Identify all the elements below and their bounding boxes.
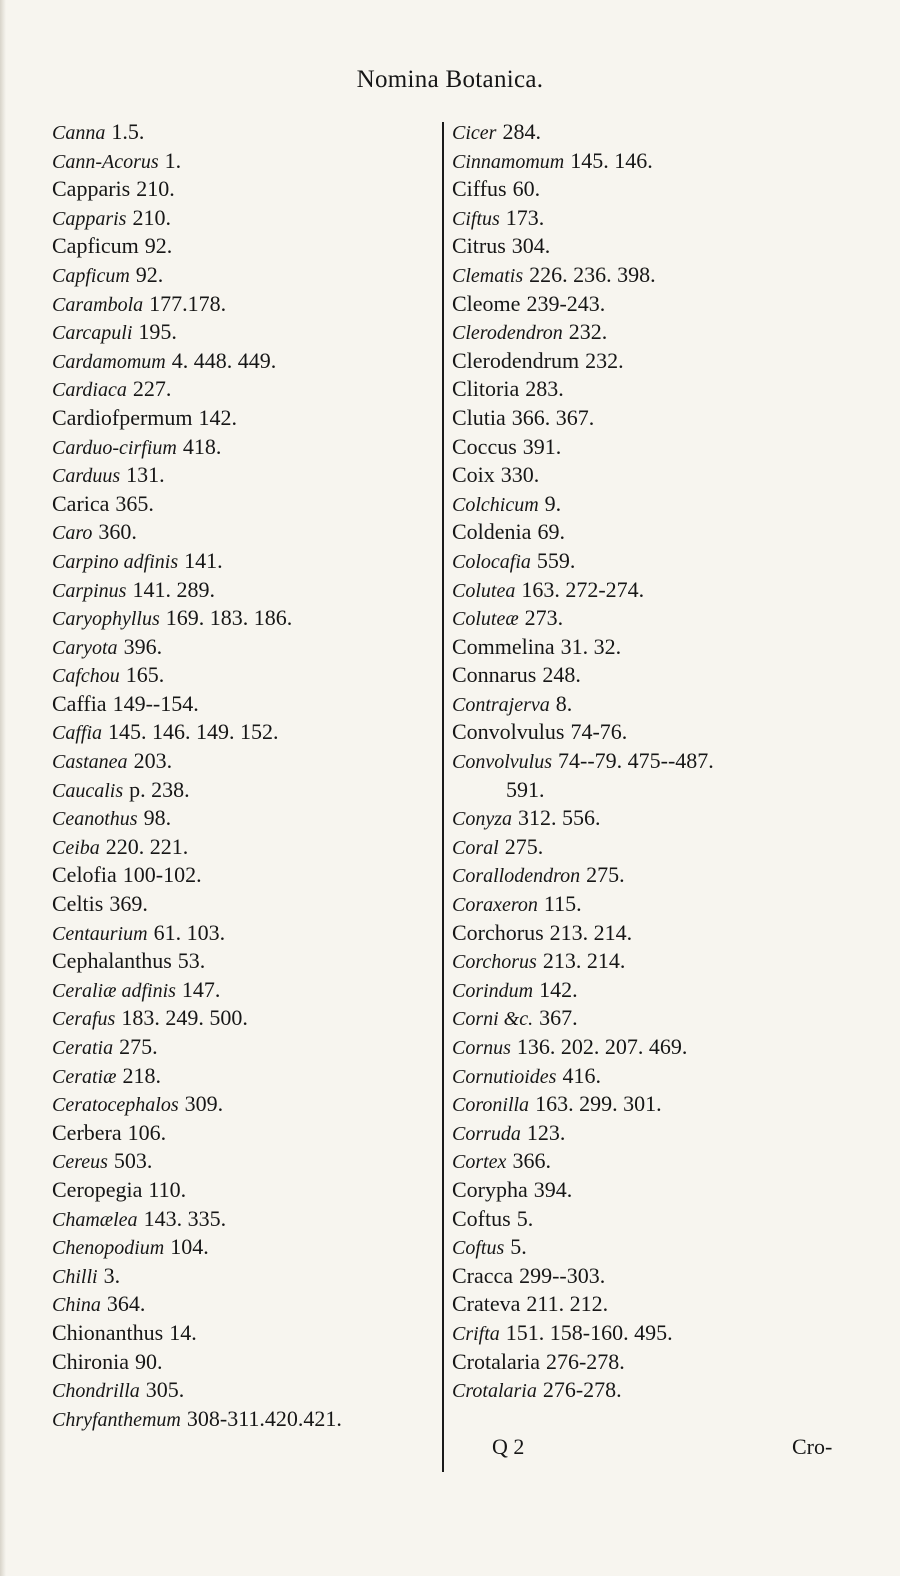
entry-name: Cicer: [452, 122, 497, 144]
entry-name: Cleome: [452, 290, 521, 316]
index-entry: [452, 833, 852, 862]
entry-name: China: [52, 1294, 101, 1317]
entry-pages: 90.: [135, 1348, 163, 1374]
index-entry: [452, 804, 852, 833]
entry-pages: 31. 32.: [560, 633, 622, 659]
index-entry: [452, 375, 852, 404]
entry-name: Carica: [52, 490, 110, 516]
index-entry: [452, 690, 852, 719]
index-entry: [52, 919, 444, 948]
entry-pages: 4. 448. 449.: [171, 347, 277, 373]
entry-name: Cerafus: [52, 1008, 116, 1031]
index-entry: [452, 147, 852, 176]
entry-pages: 141.: [184, 547, 223, 573]
entry-name: Chionanthus: [52, 1319, 164, 1345]
index-entry: [452, 290, 852, 319]
index-entry: [452, 1319, 852, 1348]
entry-pages: 396.: [123, 633, 163, 659]
index-entry: [452, 718, 852, 747]
index-entry: [452, 604, 852, 633]
index-entry: [452, 633, 852, 662]
index-entry: [52, 1205, 444, 1234]
index-entry: [452, 118, 852, 147]
index-entry: [52, 1290, 444, 1319]
index-entry: [52, 261, 444, 290]
entry-name: Corruda: [452, 1122, 521, 1145]
index-entry: [52, 861, 444, 890]
entry-pages: 3.: [103, 1262, 121, 1288]
entry-name: Crifta: [452, 1322, 500, 1345]
index-entry: [452, 1119, 852, 1148]
entry-name: Colocafia: [452, 550, 531, 573]
entry-pages: 299--303.: [519, 1262, 606, 1288]
index-entry: [52, 1090, 444, 1119]
entry-pages: 183. 249. 500.: [121, 1005, 248, 1031]
entry-name: Coccus: [452, 433, 517, 459]
entry-name: Commelina: [452, 633, 555, 659]
entry-pages: 275.: [504, 833, 544, 859]
entry-name: Capparis: [52, 207, 127, 230]
entry-pages: 232.: [568, 319, 608, 345]
entry-pages: 177.178.: [149, 290, 227, 316]
entry-name: Clutia: [452, 404, 506, 430]
entry-pages: 165.: [125, 662, 165, 688]
entry-name: Caryota: [52, 636, 118, 659]
entry-name: Carpino adfinis: [52, 550, 179, 573]
entry-name: Cornus: [452, 1037, 511, 1059]
entry-pages: 53.: [177, 948, 206, 974]
entry-pages: 283.: [525, 376, 564, 402]
entry-name: Coral: [452, 836, 499, 859]
index-entry: [52, 404, 444, 433]
entry-pages: 284.: [502, 119, 541, 144]
entry-pages: 69.: [537, 519, 565, 545]
entry-pages: 210.: [136, 176, 175, 202]
entry-name: Colutea: [452, 579, 516, 602]
page-edge-shadow: [0, 0, 6, 1576]
index-entry: [452, 518, 852, 547]
entry-pages: 145. 146. 149. 152.: [108, 719, 279, 745]
entry-pages: 145. 146.: [570, 147, 653, 173]
entry-pages: 173.: [505, 204, 545, 230]
index-entry: [52, 1405, 444, 1434]
entry-name: Ceanothus: [52, 808, 138, 831]
entry-pages: 369.: [109, 891, 148, 917]
index-entry: [452, 1147, 852, 1176]
entry-name: Citrus: [452, 233, 506, 259]
entry-name: Centaurium: [52, 922, 148, 945]
index-entry: [452, 1290, 852, 1319]
entry-name: Carambola: [52, 293, 144, 316]
index-entry: [52, 633, 444, 662]
entry-name: Carcapuli: [52, 322, 133, 345]
index-entry: [452, 404, 852, 433]
entry-pages: 275.: [119, 1034, 158, 1059]
entry-name: Cephalanthus: [52, 948, 172, 974]
index-entry: [452, 1062, 852, 1091]
entry-name: Ciftus: [452, 207, 500, 230]
index-entry: [52, 118, 444, 147]
entry-pages: 5.: [516, 1205, 534, 1231]
entry-pages: p. 238.: [129, 776, 190, 802]
entry-name: Clerodendron: [452, 322, 563, 345]
entry-name: Castanea: [52, 751, 128, 774]
entry-pages: 9.: [544, 490, 562, 516]
index-entry: [452, 175, 852, 204]
index-entry: [452, 576, 852, 605]
index-entry: [52, 976, 444, 1005]
index-entry: [52, 1319, 444, 1348]
index-entry: [52, 204, 444, 233]
entry-name: Crotalaria: [452, 1348, 540, 1374]
entry-name: Ceropegia: [52, 1176, 143, 1202]
entry-name: Chilli: [52, 1265, 98, 1288]
index-entry: [52, 1262, 444, 1291]
index-entry: [452, 1233, 852, 1262]
page-title: Nomina Botanica.: [356, 66, 544, 93]
index-column-right: [452, 118, 852, 1405]
entry-pages: 312. 556.: [518, 805, 601, 831]
entry-pages: 92.: [144, 233, 173, 259]
entry-name: Coraxeron: [452, 894, 538, 917]
index-entry: [52, 661, 444, 690]
index-entry: [52, 747, 444, 776]
entry-pages: 366. 367.: [511, 404, 595, 430]
entry-name: Caucalis: [52, 779, 124, 802]
entry-name: Cafchou: [52, 665, 120, 688]
index-entry: [52, 547, 444, 576]
entry-name: Carduus: [52, 465, 121, 488]
entry-name: Carpinus: [52, 579, 127, 602]
entry-name: Chenopodium: [52, 1237, 165, 1260]
entry-name: Carduo-cirfium: [52, 436, 177, 459]
entry-pages: 115.: [543, 891, 582, 917]
entry-pages: 142.: [539, 976, 578, 1002]
entry-name: Corallodendron: [452, 865, 581, 888]
entry-pages: 110.: [148, 1176, 187, 1202]
index-entry: [452, 490, 852, 519]
entry-pages: 74-76.: [570, 719, 628, 745]
entry-name: Caryophyllus: [52, 608, 160, 631]
entry-name: Ceratia: [52, 1037, 114, 1059]
index-entry: [452, 1205, 852, 1234]
entry-name: Coix: [452, 462, 495, 488]
index-entry: [452, 919, 852, 948]
entry-name: Capficum: [52, 264, 130, 287]
entry-pages: 141. 289.: [132, 576, 215, 602]
entry-name: Cereus: [52, 1151, 108, 1174]
entry-pages: 210.: [132, 204, 171, 230]
entry-pages: 61. 103.: [153, 919, 226, 945]
entry-pages: 169. 183. 186.: [165, 605, 293, 631]
entry-name: Cann-Acorus: [52, 150, 159, 173]
entry-name: Celtis: [52, 891, 104, 917]
entry-name: Cortex: [452, 1151, 507, 1174]
index-entry: [52, 290, 444, 319]
entry-name: Clitoria: [452, 376, 520, 402]
index-entry: [52, 461, 444, 490]
entry-pages: 203.: [133, 748, 173, 774]
entry-pages: 220. 221.: [105, 833, 189, 859]
index-entry: [52, 1062, 444, 1091]
entry-name: Coluteæ: [452, 608, 519, 631]
index-entry: [52, 804, 444, 833]
entry-pages: 394.: [533, 1176, 573, 1202]
entry-name: Chryfanthemum: [52, 1408, 181, 1431]
entry-pages: 14.: [169, 1319, 197, 1345]
entry-pages: 559.: [536, 547, 576, 573]
entry-name: Chironia: [52, 1348, 129, 1374]
index-entry: [52, 576, 444, 605]
signature-mark: Q 2: [492, 1434, 525, 1459]
entry-name: Chondrilla: [52, 1380, 140, 1403]
entry-name: Crotalaria: [452, 1380, 537, 1403]
entry-pages: 330.: [500, 462, 540, 488]
entry-pages: 309.: [184, 1091, 224, 1117]
entry-pages: 60.: [512, 176, 541, 202]
entry-pages: 227.: [132, 376, 172, 402]
entry-name: Caro: [52, 522, 93, 545]
entry-pages: 213. 214.: [542, 948, 626, 974]
index-entry: [52, 1233, 444, 1262]
index-entry: [52, 375, 444, 404]
entry-pages: 1.5.: [111, 119, 145, 144]
entry-pages: 92.: [135, 261, 164, 287]
entry-pages: 305.: [145, 1377, 185, 1403]
entry-pages: 275.: [586, 862, 625, 888]
entry-pages: 8.: [555, 690, 573, 716]
entry-name: Coftus: [452, 1237, 505, 1260]
entry-name: Corchorus: [452, 951, 537, 974]
index-entry: [452, 232, 852, 261]
entry-name: Colchicum: [452, 493, 539, 516]
index-entry: [52, 776, 444, 805]
entry-pages: 239-243.: [526, 290, 606, 316]
entry-pages: 503.: [113, 1148, 153, 1174]
index-entry: [452, 433, 852, 462]
entry-pages: 149--154.: [112, 690, 199, 716]
entry-pages: 364.: [106, 1291, 146, 1317]
entry-name: Celofia: [52, 862, 117, 888]
index-entry: [452, 890, 852, 919]
entry-pages: 104.: [170, 1234, 209, 1260]
catchword: Cro-: [792, 1434, 833, 1459]
index-entry: [452, 661, 852, 690]
entry-name: Corypha: [452, 1176, 528, 1202]
entry-pages: 248.: [542, 662, 581, 688]
entry-name: Conyza: [452, 808, 512, 831]
entry-name: Cracca: [452, 1262, 514, 1288]
index-entry: [452, 1262, 852, 1291]
entry-pages: 591.: [506, 776, 545, 802]
index-entry: [452, 1376, 852, 1405]
index-entry: [52, 490, 444, 519]
entry-pages: 131.: [126, 462, 165, 488]
entry-name: Cinnamomum: [452, 150, 565, 173]
entry-name: Cardiofpermum: [52, 404, 193, 430]
entry-pages: 74--79. 475--487.: [558, 748, 714, 774]
entry-pages: 106.: [127, 1119, 167, 1145]
entry-pages: 163. 272-274.: [521, 576, 645, 602]
index-entry: [52, 433, 444, 462]
entry-name: Cardamomum: [52, 350, 166, 373]
entry-name: Coftus: [452, 1205, 511, 1231]
entry-name: Clematis: [452, 264, 524, 287]
index-entry: [452, 318, 852, 347]
entry-name: Coldenia: [452, 519, 532, 545]
entry-pages: 195.: [138, 319, 177, 345]
index-entry: [52, 318, 444, 347]
entry-pages: 391.: [522, 433, 562, 459]
entry-pages: 100-102.: [122, 862, 202, 888]
index-entry: [452, 976, 852, 1005]
entry-pages: 211. 212.: [526, 1291, 609, 1317]
index-entry: [52, 347, 444, 376]
entry-name: Caffia: [52, 690, 107, 716]
index-entry: [452, 947, 852, 976]
entry-name: Corchorus: [452, 919, 544, 945]
index-entry: [52, 232, 444, 261]
entry-pages: 123.: [526, 1119, 566, 1145]
index-entry: [452, 347, 852, 376]
entry-pages: 213. 214.: [549, 919, 633, 945]
entry-pages: 163. 299. 301.: [535, 1091, 662, 1117]
entry-pages: 151. 158-160. 495.: [505, 1319, 673, 1345]
entry-pages: 367.: [539, 1005, 578, 1031]
entry-name: Canna: [52, 122, 106, 144]
index-entry: [52, 1376, 444, 1405]
index-entry: [52, 1004, 444, 1033]
entry-pages: 416.: [562, 1062, 601, 1088]
entry-name: Corni &c.: [452, 1008, 534, 1031]
entry-pages: 273.: [524, 605, 564, 631]
entry-pages: 136. 202. 207. 469.: [516, 1034, 688, 1059]
index-entry: [52, 947, 444, 976]
entry-name: Crateva: [452, 1291, 521, 1317]
entry-pages: 276-278.: [542, 1377, 622, 1403]
index-entry: [452, 1090, 852, 1119]
index-entry: [52, 1348, 444, 1377]
index-entry: [52, 890, 444, 919]
index-entry: [52, 833, 444, 862]
entry-pages: 98.: [143, 805, 172, 831]
index-entry: [452, 776, 852, 805]
column-divider: [442, 122, 444, 1472]
entry-pages: 1.: [164, 147, 182, 173]
index-entry: [52, 604, 444, 633]
entry-name: Ceiba: [52, 836, 100, 859]
entry-name: Ciffus: [452, 176, 507, 202]
entry-name: Convolvulus: [452, 751, 552, 774]
index-column-left: [52, 118, 444, 1433]
entry-name: Contrajerva: [452, 693, 550, 716]
index-entry: [52, 1033, 444, 1062]
entry-pages: 365.: [115, 490, 154, 516]
entry-name: Convolvulus: [452, 719, 565, 745]
entry-name: Corindum: [452, 979, 534, 1002]
entry-pages: 226. 236. 398.: [529, 261, 656, 287]
entry-pages: 276-278.: [545, 1348, 625, 1374]
entry-pages: 360.: [98, 519, 137, 545]
index-entry: [452, 547, 852, 576]
entry-name: Ceratiæ: [52, 1065, 117, 1088]
entry-name: Coronilla: [452, 1094, 530, 1117]
entry-name: Ceraliæ adfinis: [52, 979, 176, 1002]
entry-pages: 147.: [181, 976, 221, 1002]
index-entry: [52, 1119, 444, 1148]
entry-pages: 418.: [182, 433, 222, 459]
index-entry: [452, 261, 852, 290]
entry-name: Cornutioides: [452, 1065, 557, 1088]
entry-pages: 142.: [198, 404, 238, 430]
entry-name: Ceratocephalos: [52, 1094, 179, 1117]
entry-name: Chamælea: [52, 1208, 138, 1231]
index-entry: [452, 1348, 852, 1377]
index-entry: [452, 461, 852, 490]
index-entry: [452, 1033, 852, 1062]
entry-name: Caffia: [52, 722, 103, 745]
index-entry: [52, 1176, 444, 1205]
index-entry: [52, 518, 444, 547]
index-entry: [52, 175, 444, 204]
entry-pages: 143. 335.: [143, 1205, 227, 1231]
entry-pages: 232.: [585, 347, 624, 373]
index-entry: [52, 690, 444, 719]
index-entry: [452, 1176, 852, 1205]
entry-name: Capparis: [52, 176, 131, 202]
entry-pages: 304.: [511, 233, 551, 259]
entry-pages: 5.: [510, 1234, 527, 1260]
entry-name: Cerbera: [52, 1119, 122, 1145]
entry-name: Capficum: [52, 233, 139, 259]
entry-name: Clerodendrum: [452, 347, 580, 373]
index-entry: [52, 1147, 444, 1176]
entry-name: Connarus: [452, 662, 537, 688]
entry-pages: 366.: [512, 1148, 551, 1174]
entry-pages: 218.: [122, 1062, 161, 1088]
index-entry: [52, 718, 444, 747]
index-entry: [452, 204, 852, 233]
index-entry: [452, 861, 852, 890]
index-entry: [52, 147, 444, 176]
entry-name: Cardiaca: [52, 379, 127, 402]
index-entry: [452, 1004, 852, 1033]
index-entry: [452, 747, 852, 776]
entry-pages: 308-311.420.421.: [186, 1405, 342, 1431]
